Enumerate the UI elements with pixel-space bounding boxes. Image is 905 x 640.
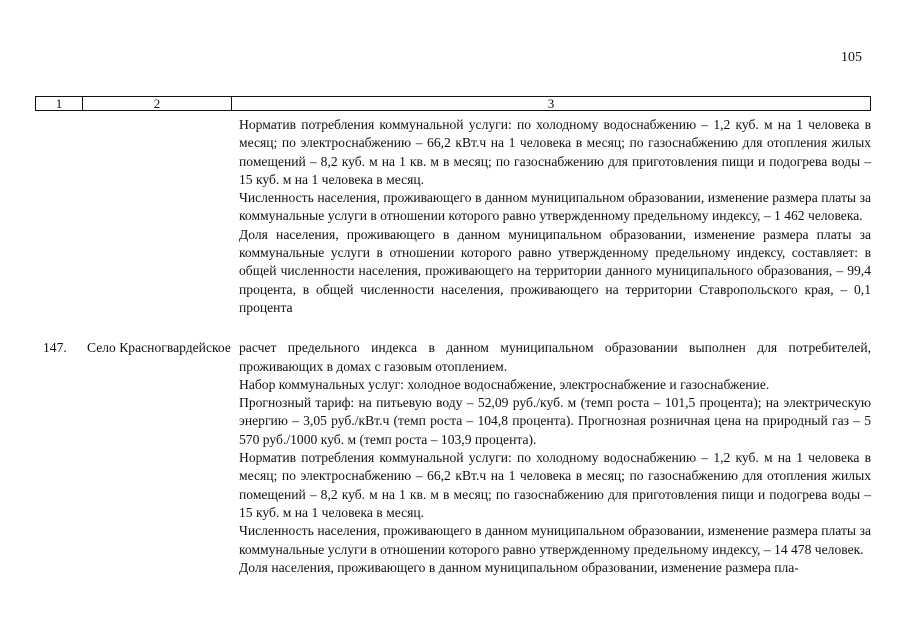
row-place (82, 116, 237, 317)
paragraph: Численность населения, проживающего в данном муниципальном образовании, изменение размера платы за коммунальные услуги в отношении которого равно утвержденному предельному индексу, – 1 462 человека. (239, 190, 871, 224)
paragraph: Норматив потребления коммунальной услуги: по холодному водоснабжению – 1,2 куб. м на 1 человека в месяц; по электроснабжению – 66,2 кВт.ч на 1 человека в месяц; по газоснабжению для отопления жилых помещений – 8,2 куб. м на 1 кв. м в месяц; по газоснабжению для приготовления пищи и подогрева воды – 15 куб. м на 1 человека в месяц. (239, 117, 871, 187)
table-row (35, 339, 871, 577)
page-number: 105 (841, 50, 862, 65)
paragraph: Доля населения, проживающего в данном муниципальном образовании, изменение размера платы за коммунальные услуги в отношении которого равно утвержденному предельному индексу, составляет: в общей численности населения, проживающего на территории данного муниципального образования, – 99,4 процента, в общей численности населения, проживающего на территории Ставропольского края, – 0,1 процента (239, 226, 871, 315)
row-place: Село Красногвардейское (87, 340, 231, 356)
paragraph: расчет предельного индекса в данном муниципальном образовании выполнен для потребителей, проживающих в домах с газовым отоплением. (239, 340, 871, 374)
table-header-col-2: 2 (83, 97, 232, 110)
table-header-col-1: 1 (36, 97, 83, 110)
row-number (35, 116, 82, 317)
row-text (237, 116, 871, 317)
table-header-col-3: 3 (547, 96, 555, 111)
table-row (35, 116, 871, 317)
table-header (35, 96, 871, 111)
paragraph: Прогнозный тариф: на питьевую воду – 52,09 руб./куб. м (темп роста – 101,5 процента); на электрическую энергию – 3,05 руб./кВт.ч (темп роста – 104,8 процента). Прогнозная розничная цена на природный газ – 5 570 руб./1000 куб. м (темп роста – 103,9 процента). (239, 395, 871, 447)
table-body (35, 116, 871, 577)
row-number: 147. (43, 340, 67, 356)
paragraph: Доля населения, проживающего в данном муниципальном образовании, изменение размера пла- (239, 559, 799, 575)
paragraph: Численность населения, проживающего в данном муниципальном образовании, изменение размера платы за коммунальные услуги в отношении которого равно утвержденному предельному индексу, – 14 478 человек. (239, 523, 871, 557)
paragraph: Норматив потребления коммунальной услуги: по холодному водоснабжению – 1,2 куб. м на 1 человека в месяц; по электроснабжению – 66,2 кВт.ч на 1 человека в месяц; по газоснабжению для отопления жилых помещений – 8,2 куб. м на 1 кв. м в месяц; по газоснабжению для приготовления пищи и подогрева воды – 15 куб. м на 1 человека в месяц. (239, 450, 871, 520)
row-text (237, 339, 871, 577)
paragraph: Набор коммунальных услуг: холодное водоснабжение, электроснабжение и газоснабжение. (239, 376, 770, 392)
